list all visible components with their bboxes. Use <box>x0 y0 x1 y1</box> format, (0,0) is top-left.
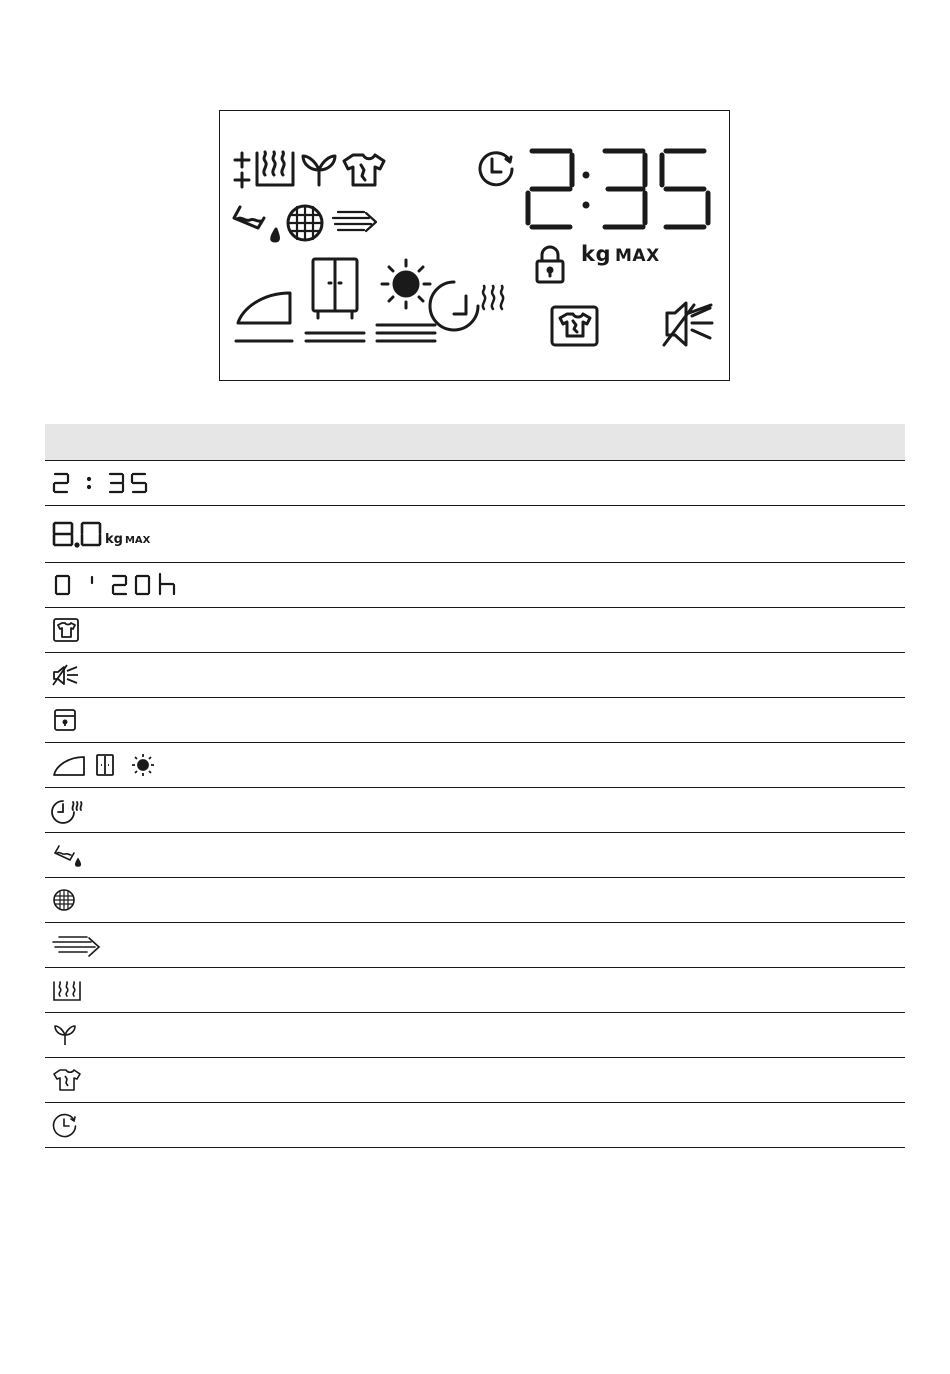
delay-start-icon <box>480 153 512 185</box>
stain-symbol <box>45 833 385 878</box>
steam-icon <box>257 152 293 185</box>
kg-text: kg <box>105 531 123 547</box>
quick-symbol <box>45 923 385 968</box>
table-row <box>45 968 905 1013</box>
time-dry-icon <box>51 796 85 824</box>
row-description <box>385 698 905 743</box>
row-description <box>385 833 905 878</box>
table-row <box>45 1103 905 1148</box>
anti-crease-symbol <box>45 1058 385 1103</box>
dryness-levels-symbol <box>45 743 385 788</box>
mute-symbol <box>45 653 385 698</box>
header-description <box>385 424 905 461</box>
row-description <box>385 968 905 1013</box>
wrinkle-guard-symbol <box>45 608 385 653</box>
table-row <box>45 653 905 698</box>
row-description <box>385 1013 905 1058</box>
symbol-legend-table <box>45 424 905 1148</box>
stain-icon <box>234 207 279 241</box>
eco-icon <box>303 156 335 185</box>
header-symbol <box>45 424 385 461</box>
row-description <box>385 1058 905 1103</box>
steam-symbol <box>45 968 385 1013</box>
table-row <box>45 1058 905 1103</box>
extra-rinse-icon <box>235 153 249 187</box>
delay-digits-symbol <box>45 563 385 608</box>
wool-symbol <box>45 878 385 923</box>
iron-dry-icon <box>236 293 292 341</box>
table-row <box>45 608 905 653</box>
table-row <box>45 833 905 878</box>
weight-unit: kg <box>581 242 611 266</box>
mute-icon <box>664 303 712 345</box>
row-description <box>385 608 905 653</box>
table-row <box>45 563 905 608</box>
table-row <box>45 923 905 968</box>
row-description <box>385 563 905 608</box>
table-row <box>45 461 905 506</box>
eco-icon <box>51 1021 81 1049</box>
wrinkle-guard-icon <box>51 616 81 644</box>
delay-start-icon <box>51 1111 81 1139</box>
door-lock-icon <box>51 706 81 734</box>
table-header-row <box>45 424 905 461</box>
table-row <box>45 1013 905 1058</box>
wool-icon <box>288 206 322 240</box>
weight-max-label: MAX <box>615 246 660 266</box>
time-digits-display <box>528 151 708 227</box>
anti-crease-icon <box>51 1066 81 1094</box>
row-description <box>385 461 905 506</box>
time-digits-symbol <box>45 461 385 506</box>
max-load-symbol <box>45 506 385 563</box>
anti-crease-icon <box>344 155 384 185</box>
max-load-digits-icon <box>51 519 103 549</box>
max-load-label <box>581 242 660 266</box>
row-description <box>385 923 905 968</box>
table-row <box>45 698 905 743</box>
row-description <box>385 1103 905 1148</box>
display-panel <box>219 110 730 381</box>
stain-icon <box>51 841 85 869</box>
table-row <box>45 506 905 563</box>
table-row <box>45 743 905 788</box>
quick-icon <box>333 212 376 231</box>
eco-symbol <box>45 1013 385 1058</box>
row-description <box>385 878 905 923</box>
row-description <box>385 788 905 833</box>
delay-digits-icon <box>51 570 181 600</box>
table-row <box>45 878 905 923</box>
wool-icon <box>51 886 81 914</box>
table-row <box>45 788 905 833</box>
door-lock-symbol <box>45 698 385 743</box>
row-description <box>385 743 905 788</box>
wrinkle-guard-icon <box>552 307 597 345</box>
delay-start-symbol <box>45 1103 385 1148</box>
max-text: MAX <box>124 534 151 546</box>
row-description <box>385 653 905 698</box>
time-digits-icon <box>51 468 151 498</box>
row-description <box>385 506 905 563</box>
time-dry-symbol <box>45 788 385 833</box>
max-load-unit <box>105 532 150 547</box>
steam-icon <box>51 976 85 1004</box>
time-dry-icon <box>430 282 503 330</box>
door-lock-icon <box>537 247 563 282</box>
cupboard-dry-icon <box>306 259 364 341</box>
dryness-levels-icons <box>51 751 161 779</box>
quick-icon <box>51 931 103 959</box>
mute-icon <box>51 661 81 689</box>
extra-dry-icon <box>377 260 435 341</box>
